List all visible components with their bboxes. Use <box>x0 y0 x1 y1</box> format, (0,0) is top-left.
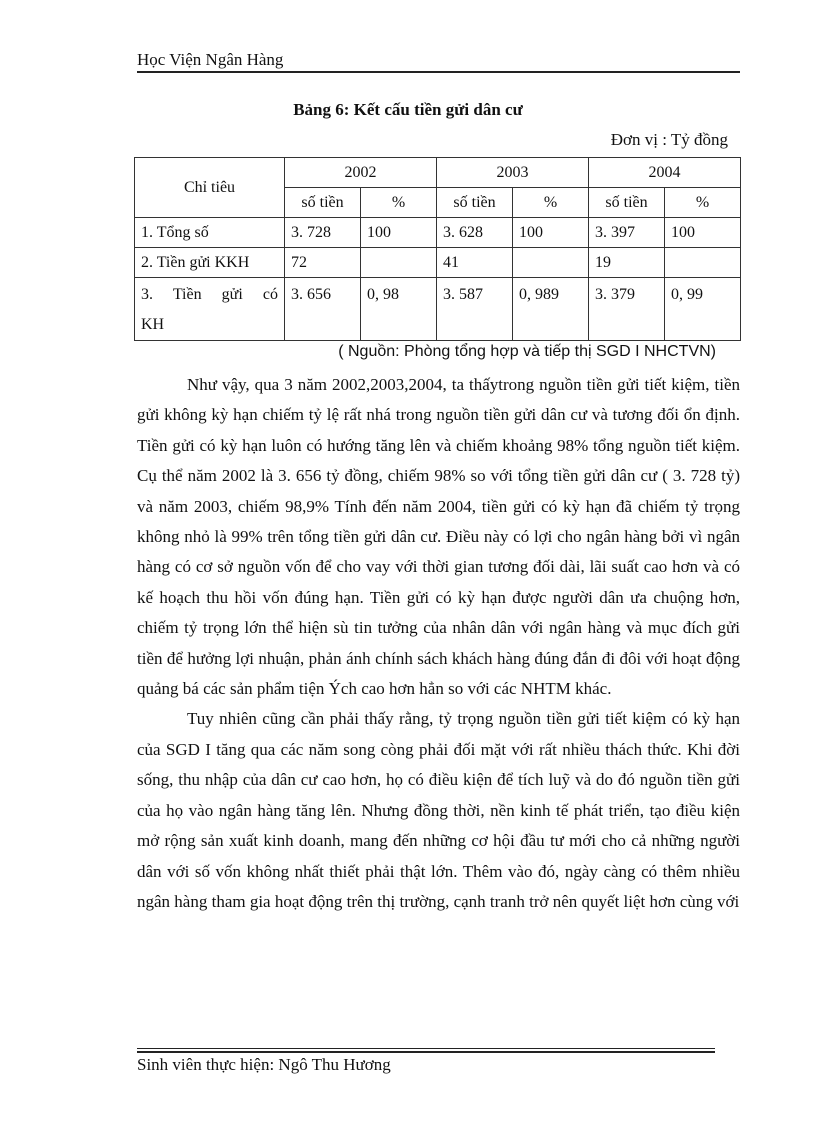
table-row <box>135 248 741 278</box>
percent-subheader: % <box>513 188 589 218</box>
amount-subheader: số tiền <box>589 188 665 218</box>
row-label: 2. Tiền gửi KKH <box>135 248 285 278</box>
table-cell: 0, 98 <box>361 278 437 341</box>
footer-rule <box>137 1048 715 1049</box>
indicator-header: Chỉ tiêu <box>135 158 285 218</box>
table-cell: 0, 989 <box>513 278 589 341</box>
table-cell: 100 <box>513 218 589 248</box>
table-cell: 72 <box>285 248 361 278</box>
table-cell: 3. 728 <box>285 218 361 248</box>
row-label-line: 3. Tiền gửi có <box>141 286 278 303</box>
footer-rule <box>137 1051 715 1053</box>
body-text <box>137 370 740 917</box>
amount-subheader: số tiền <box>285 188 361 218</box>
paragraph: Như vậy, qua 3 năm 2002,2003,2004, ta thấytrong nguồn tiền gửi tiết kiệm, tiền gửi không kỳ hạn chiếm tỷ lệ rất nhá trong nguồn tiền gửi dân cư và tương đối ổn định. Tiền gửi có kỳ hạn luôn có hướng tăng lên và chiếm khoảng 98% tổng nguồn tiết kiệm. Cụ thể năm 2002 là 3. 656 tỷ đồng, chiếm 98% so với tổng tiền gửi dân cư ( 3. 728 tỷ) và năm 2003, chiếm 98,9% Tính đến năm 2004, tiền gửi có kỳ hạn đã chiếm tỷ trọng không nhỏ là 99% trên tổng tiền gửi dân cư. Điều này có lợi cho ngân hàng bởi vì ngân hàng có cơ sở nguồn vốn để cho vay với thời gian tương đối dài, lãi suất cao hơn và có kế hoạch thu hồi vốn đúng hạn. Tiền gửi có kỳ hạn được người dân ưa chuộng hơn, chiếm tỷ trọng lớn thể hiện sù tin tưởng của nhân dân với ngân hàng và mục đích gửi tiền để hưởng lợi nhuận, phản ánh chính sách khách hàng đúng đắn đi đôi với hoạt động quảng bá các sản phẩm tiện Ých cao hơn hẳn so với các NHTM khác. <box>137 375 740 699</box>
table-cell: 19 <box>589 248 665 278</box>
row-label: 1. Tổng số <box>135 218 285 248</box>
table-cell: 41 <box>437 248 513 278</box>
table-unit: Đơn vị : Tỷ đồng <box>610 130 728 149</box>
year-header: 2004 <box>589 158 741 188</box>
table-cell: 3. 379 <box>589 278 665 341</box>
percent-subheader: % <box>665 188 741 218</box>
table-cell <box>361 248 437 278</box>
table-cell: 100 <box>665 218 741 248</box>
table-cell: 3. 656 <box>285 278 361 341</box>
table-cell: 3. 628 <box>437 218 513 248</box>
table-cell: 0, 99 <box>665 278 741 341</box>
table-row <box>135 278 741 341</box>
table-caption: Bảng 6: Kết cấu tiền gửi dân cư <box>293 100 523 119</box>
table-cell: 3. 397 <box>589 218 665 248</box>
year-header: 2003 <box>437 158 589 188</box>
year-header: 2002 <box>285 158 437 188</box>
footer-author: Sinh viên thực hiện: Ngô Thu Hương <box>137 1055 391 1074</box>
amount-subheader: số tiền <box>437 188 513 218</box>
table-header-row <box>135 158 741 188</box>
table-source: ( Nguồn: Phòng tổng hợp và tiếp thị SGD I NHCTVN) <box>338 343 716 360</box>
page-header-title: Học Viện Ngân Hàng <box>137 50 284 69</box>
table-cell <box>665 248 741 278</box>
row-label-line: KH <box>141 316 165 333</box>
table-row <box>135 218 741 248</box>
table-cell: 3. 587 <box>437 278 513 341</box>
paragraph: Tuy nhiên cũng cần phải thấy rằng, tỷ trọng nguồn tiền gửi tiết kiệm có kỳ hạn của SGD I tăng qua các năm song còng phải đối mặt với rất nhiều thách thức. Khi đời sống, thu nhập của dân cư cao hơn, họ có điều kiện để tích luỹ và do đó nguồn tiền gửi của họ vào ngân hàng tăng lên. Nhưng đồng thời, nền kinh tế phát triển, tạo điều kiện mở rộng sản xuất kinh doanh, mang đến những cơ hội đầu tư mới cho cả những người dân với số vốn không nhất thiết phải thật lớn. Thêm vào đó, ngày càng có thêm nhiều ngân hàng tham gia hoạt động trên thị trường, cạnh tranh trở nên quyết liệt hơn cùng với <box>137 709 740 911</box>
table-cell <box>513 248 589 278</box>
deposit-structure-table <box>134 157 741 341</box>
percent-subheader: % <box>361 188 437 218</box>
header-rule <box>137 71 740 73</box>
row-label <box>135 278 285 341</box>
table-cell: 100 <box>361 218 437 248</box>
